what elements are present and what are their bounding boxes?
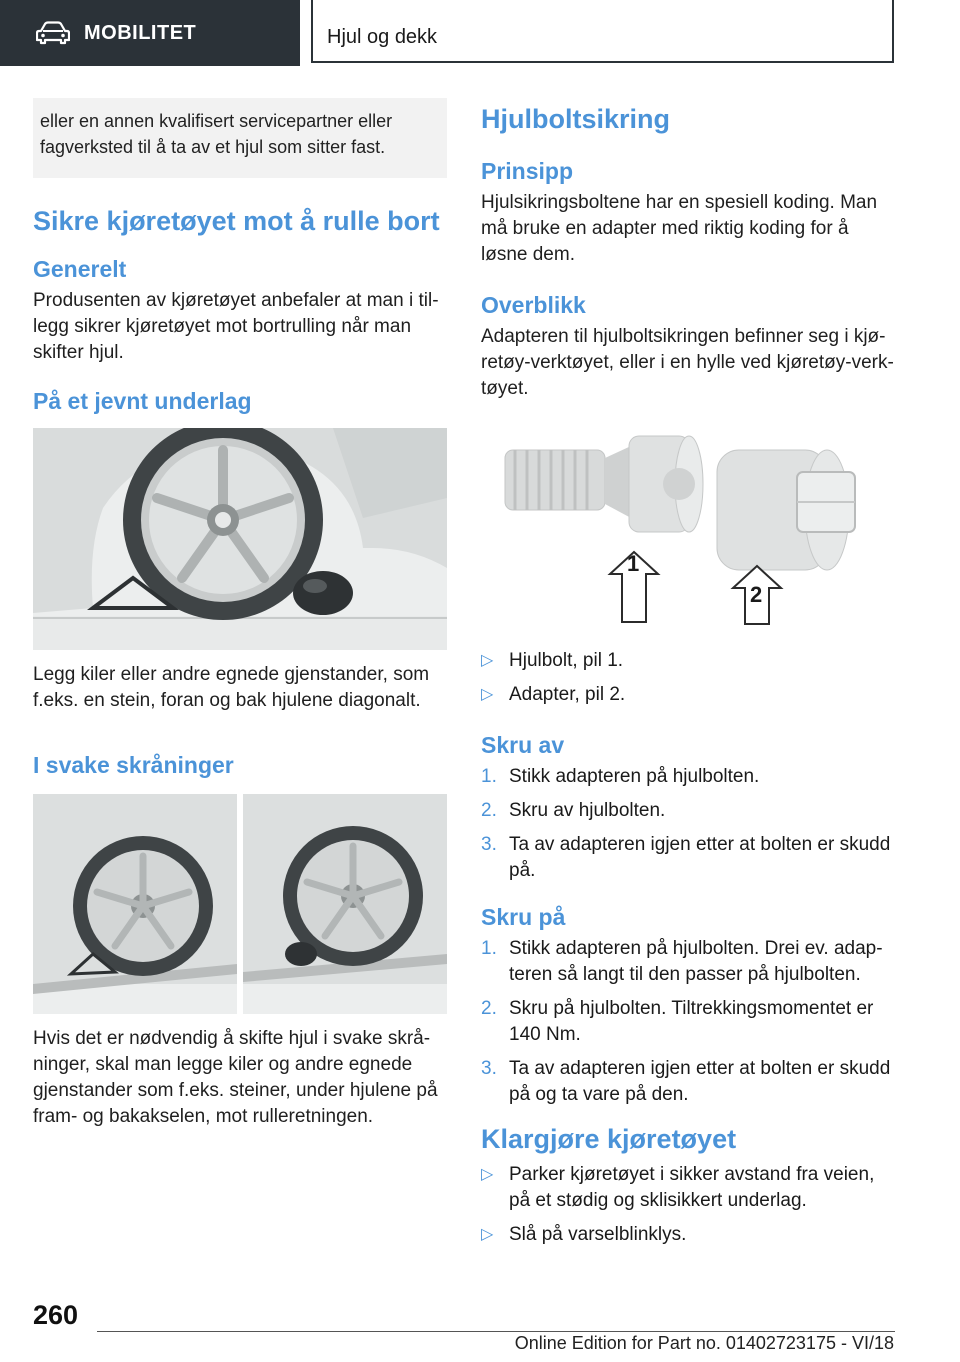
paragraph-principle: Hjulsikringsboltene har en spesiell koding. Man må bruke en adapter med riktig koding for å løsne dem. [481,192,878,265]
list-item: ▷ Parker kjøretøyet i sikker avstand fra veien, på et stødig og sklisikkert underlag. [481,1164,875,1211]
paragraph-general: Produsenten av kjøretøyet anbefaler at man i tillegg sikrer kjøretøyet mot bortrulling når man skifter hjul. [33,290,439,363]
triangle-bullet-icon: ▷ [481,652,494,669]
paragraph-overview: Adapteren til hjulboltsikringen befinner seg i kjøretøy-verktøyet, eller i en hylle ved kjøretøy-verktøyet. [481,326,894,399]
heading-principle: Prinsipp [481,158,574,184]
figure-flat-ground [33,428,447,650]
list-item: 3. Ta av adapteren igjen etter at bolten er skudd på og ta vare på den. [481,1058,891,1105]
wheel-chock-illustration [33,428,447,650]
paragraph-flat-ground: Legg kiler eller andre egnede gjenstander, som f.eks. en stein, foran og bak hjulene diagonalt. [33,664,430,711]
heading-secure-vehicle: Sikre kjøretøyet mot å rulle bort [33,206,440,236]
prepare-list [481,1162,895,1248]
heading-overview: Overblikk [481,292,586,318]
list-item: 1. Stikk adapteren på hjulbolten. [481,766,760,787]
arrow-label-1: 1 [627,551,640,576]
unscrew-steps [481,764,895,884]
list-item: ▷ Slå på varselblinklys. [481,1222,895,1248]
chapter-tab [311,0,894,63]
list-item: 3. Ta av adapteren igjen etter at bolten er skudd på. [481,834,891,881]
heading-slopes: I svake skråninger [33,752,234,778]
heading-screw-on: Skru på [481,904,566,930]
list-item: 2. Skru på hjulbolten. Tiltrekkingsmomentet er 140 Nm. [481,998,874,1045]
arrow-label-2: 2 [750,582,763,607]
heading-general: Generelt [33,256,127,282]
heading-prepare-vehicle: Klargjøre kjøretøyet [481,1124,737,1154]
note-text: eller en annen kvalifisert servicepartner eller fagverksted til å ta av et hjul som sitter fast. [40,111,393,157]
footer-divider [97,1331,895,1332]
heading-unscrew: Skru av [481,732,565,758]
figure-slopes [33,794,447,1014]
triangle-bullet-icon: ▷ [481,1166,494,1183]
paragraph-slopes: Hvis det er nødvendig å skifte hjul i svake skråninger, skal man legge kiler og andre egnede gjenstander som f.eks. steiner, under hjulene på fram- og bakakselen, mot rulleretningen. [33,1028,438,1127]
section-title: MOBILITET [84,21,197,44]
slope-chock-illustration [33,794,447,1014]
edition-text: Online Edition for Part no. 01402723175 - VI/18 [514,1333,894,1353]
bolt-adapter-illustration [481,432,895,632]
heading-flat-ground: På et jevnt underlag [33,388,252,414]
car-icon [36,21,70,45]
list-item: 2. Skru av hjulbolten. [481,800,666,821]
overview-list [481,648,895,708]
page-header [0,0,960,66]
figure-wheel-bolt [481,432,895,632]
heading-wheel-lock: Hjulboltsikring [481,104,670,134]
left-column [33,98,447,1130]
triangle-bullet-icon: ▷ [481,686,494,703]
right-column [481,98,895,1256]
section-tab [0,0,300,66]
list-item: 1. Stikk adapteren på hjulbolten. Drei ev. adapteren så langt til den passer på hjulbolten. [481,938,883,985]
screw-on-steps [481,936,895,1108]
note-box [33,98,447,178]
triangle-bullet-icon: ▷ [481,1226,494,1243]
page-number: 260 [33,1300,79,1330]
list-item: ▷ Adapter, pil 2. [481,682,895,708]
list-item: ▷ Hjulbolt, pil 1. [481,648,895,674]
chapter-title: Hjul og dekk [327,26,438,48]
